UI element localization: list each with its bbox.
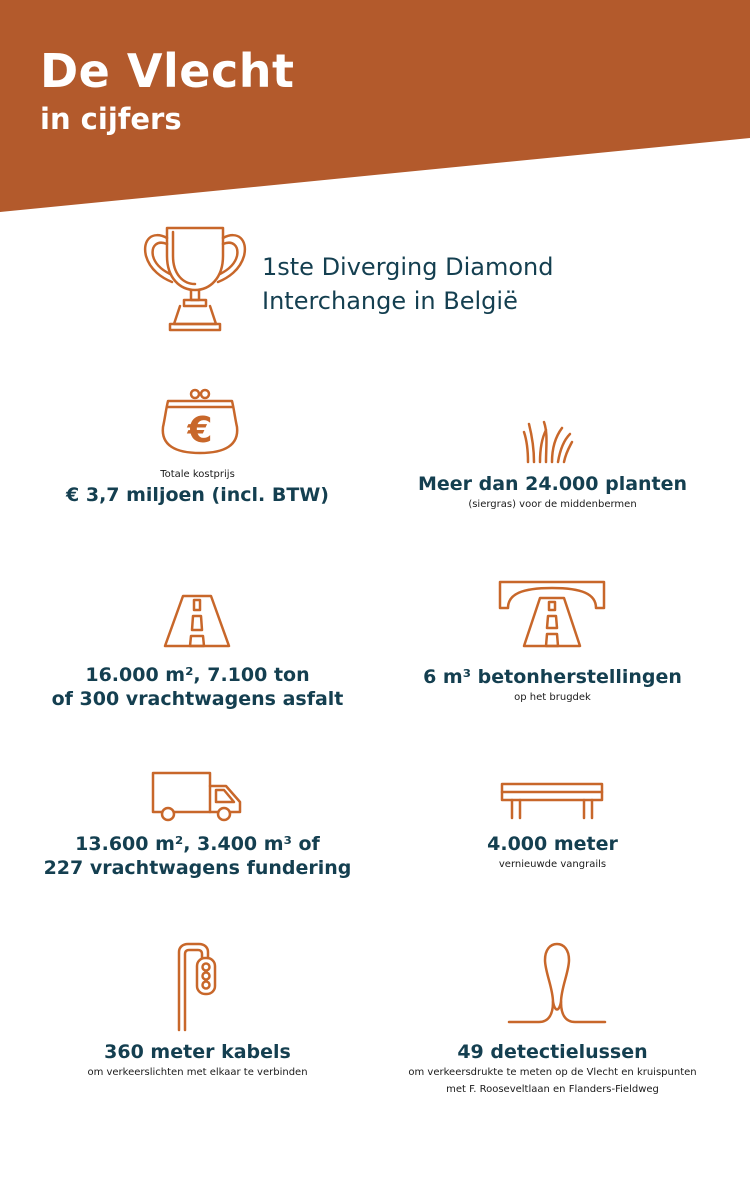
stat-loops-below-1: om verkeersdrukte te meten op de Vlecht en kruispunten [408,1067,697,1078]
stat-cost-main: € 3,7 miljoen (incl. BTW) [66,484,329,506]
bridge-icon [498,580,606,648]
stat-concrete-below: op het brugdek [514,692,591,703]
trophy-icon [140,222,250,334]
stat-cost-above: Totale kostprijs [160,469,235,480]
stat-loops-main: 49 detectielussen [457,1041,648,1063]
truck-icon [150,770,244,824]
svg-text:€: € [187,410,213,451]
stat-plants [365,472,740,513]
stat-concrete-main: 6 m³ betonherstellingen [423,666,682,688]
stat-foundation-line-2: 227 vrachtwagens fundering [43,857,352,879]
road-icon [163,594,231,648]
detection-loop-icon [505,942,609,1026]
traffic-light-icon [175,942,219,1032]
euro-purse-icon [155,385,245,457]
stat-plants-below: (siergras) voor de middenbermen [468,499,637,510]
feature-line-1: 1ste Diverging Diamond [262,253,554,281]
stat-cables-below: om verkeerslichten met elkaar te verbinden [87,1067,308,1078]
stat-asphalt-line-2: of 300 vrachtwagens asfalt [51,688,344,710]
stat-loops-below-2: met F. Rooseveltlaan en Flanders-Fieldweg [446,1084,659,1095]
stat-cost [10,466,385,507]
stat-guardrails-below: vernieuwde vangrails [498,859,607,870]
stat-plants-main: Meer dan 24.000 planten [417,473,688,495]
feature-text [262,250,553,318]
grass-icon [522,418,574,464]
stat-loops [365,1040,740,1098]
stat-guardrails [365,832,740,873]
stat-asphalt-line-1: 16.000 m², 7.100 ton [85,664,310,686]
guardrail-icon [500,780,604,820]
page-title: De Vlecht [40,44,295,98]
feature-line-2: Interchange in België [262,287,518,315]
stat-cables-main: 360 meter kabels [104,1041,291,1063]
stat-foundation-line-1: 13.600 m², 3.400 m³ of [75,833,320,855]
stat-asphalt [10,663,385,711]
stat-foundation [10,832,385,880]
page-subtitle: in cijfers [40,102,182,136]
stat-cables [10,1040,385,1081]
stat-guardrails-main: 4.000 meter [487,833,618,855]
stat-concrete [365,665,740,706]
